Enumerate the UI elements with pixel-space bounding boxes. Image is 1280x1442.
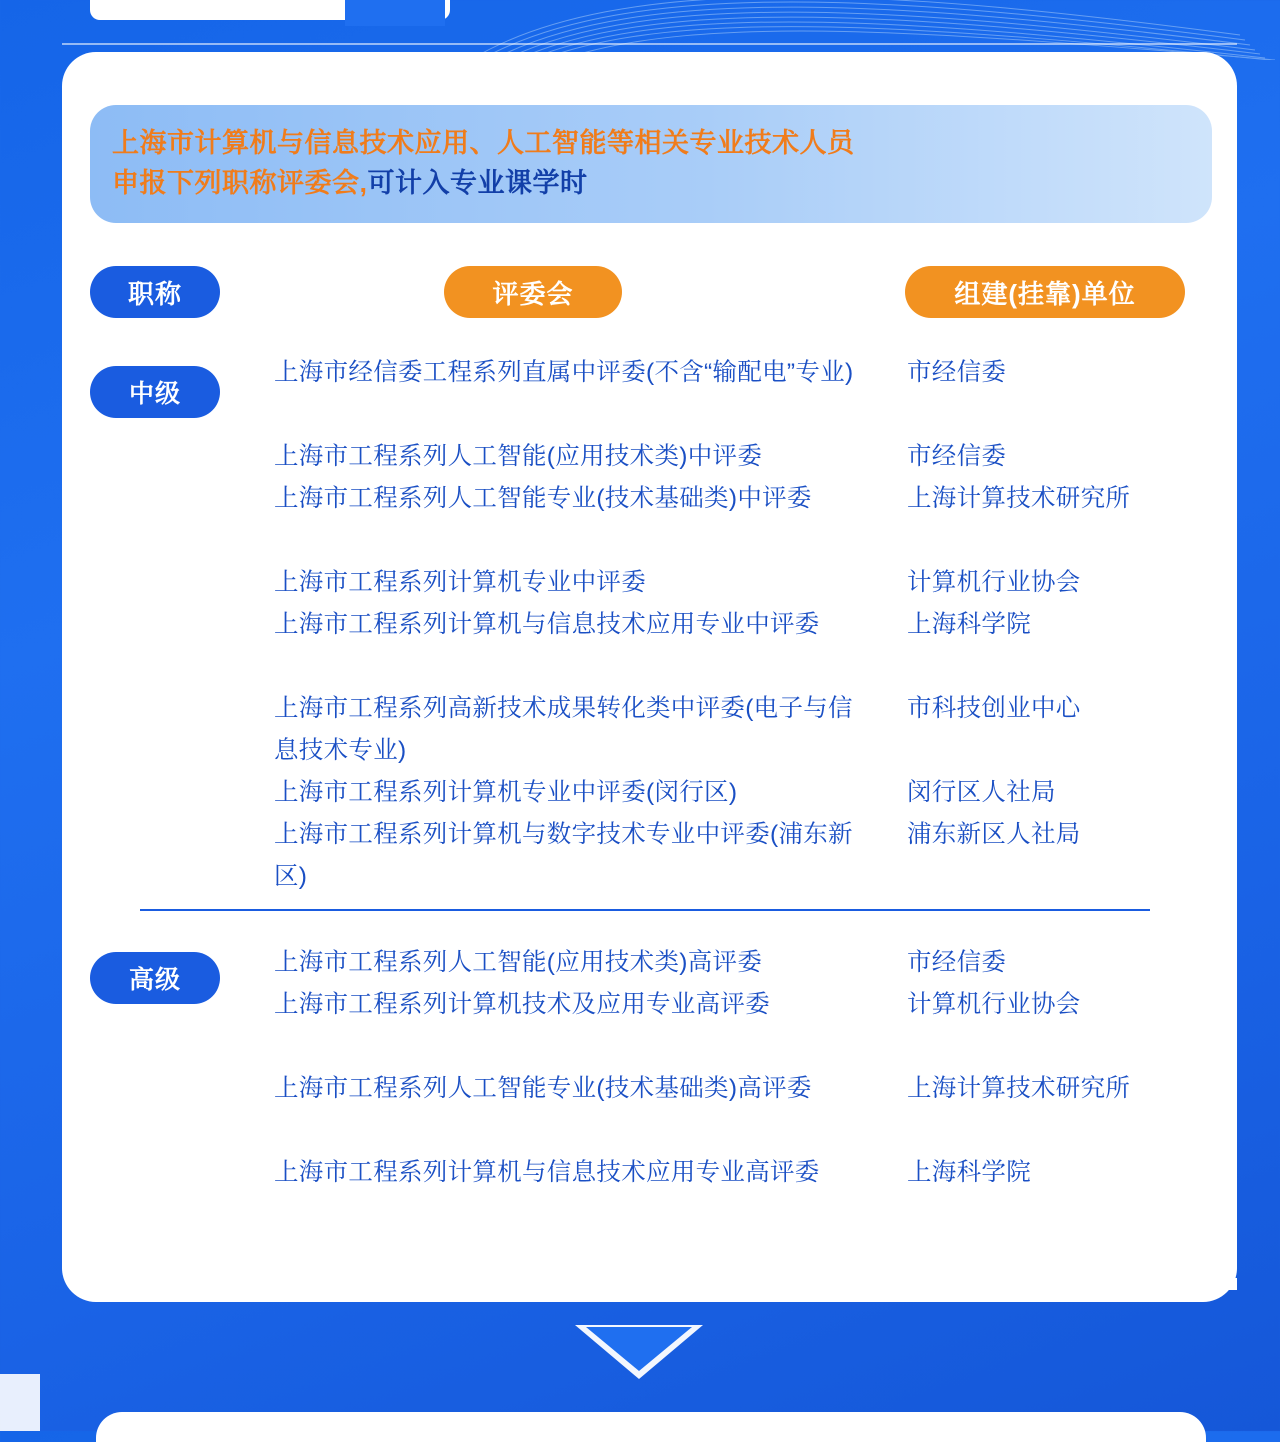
row-committee-name: 上海市工程系列人工智能(应用技术类)高评委 (274, 949, 763, 976)
heading-line-2-blue: 可计入专业课学时 (367, 168, 588, 198)
heading-line-2-orange: 申报下列职称评委会, (112, 168, 368, 198)
decorative-corner (0, 1374, 40, 1431)
decorative-blue-block (345, 0, 445, 26)
row-unit-name: 上海科学院 (907, 611, 1031, 638)
row-unit-name: 计算机行业协会 (907, 569, 1081, 596)
down-arrow-inner-icon (586, 1327, 692, 1371)
row-unit-name: 浦东新区人社局 (907, 821, 1081, 848)
heading-line-1: 上海市计算机与信息技术应用、人工智能等相关专业技术人员 (112, 128, 855, 158)
decorative-top-band (0, 0, 1280, 60)
level-badge-intermediate: 中级 (90, 366, 220, 418)
row-unit-name: 上海科学院 (907, 1159, 1031, 1186)
next-section-card (96, 1412, 1206, 1442)
row-unit-name: 上海计算技术研究所 (907, 1075, 1131, 1102)
column-header-unit: 组建(挂靠)单位 (905, 266, 1185, 318)
row-unit-name: 上海计算技术研究所 (907, 485, 1131, 512)
row-committee-name: 上海市工程系列计算机专业中评委 (274, 569, 646, 596)
row-unit-name: 市经信委 (907, 359, 1007, 386)
row-unit-name: 市经信委 (907, 443, 1007, 470)
row-committee-name: 上海市工程系列计算机技术及应用专业高评委 (274, 991, 770, 1018)
row-committee-name: 上海市工程系列高新技术成果转化类中评委(电子与信息技术专业) (274, 695, 853, 764)
decorative-dash (1122, 1278, 1237, 1290)
row-unit-name: 计算机行业协会 (907, 991, 1081, 1018)
row-committee-name: 上海市工程系列计算机与信息技术应用专业高评委 (274, 1159, 820, 1186)
column-header-committee: 评委会 (444, 266, 622, 318)
content-card (62, 52, 1237, 1302)
row-unit-name: 闵行区人社局 (907, 779, 1056, 806)
column-header-title: 职称 (90, 266, 220, 318)
row-committee-name: 上海市工程系列人工智能(应用技术类)中评委 (274, 443, 763, 470)
heading-line-2 (112, 163, 1212, 203)
row-unit-name: 市科技创业中心 (907, 695, 1081, 722)
row-committee-name: 上海市经信委工程系列直属中评委(不含“输配电”专业) (274, 359, 854, 386)
section-divider (140, 909, 1150, 911)
heading-banner (90, 105, 1212, 223)
decorative-hairline (62, 43, 1237, 45)
row-committee-name: 上海市工程系列计算机与数字技术专业中评委(浦东新区) (274, 821, 853, 890)
row-unit-name: 市经信委 (907, 949, 1007, 976)
level-badge-senior: 高级 (90, 952, 220, 1004)
row-committee-name: 上海市工程系列人工智能专业(技术基础类)高评委 (274, 1075, 812, 1102)
row-committee-name: 上海市工程系列计算机专业中评委(闵行区) (274, 779, 738, 806)
row-committee-name: 上海市工程系列计算机与信息技术应用专业中评委 (274, 611, 820, 638)
row-committee-name: 上海市工程系列人工智能专业(技术基础类)中评委 (274, 485, 812, 512)
